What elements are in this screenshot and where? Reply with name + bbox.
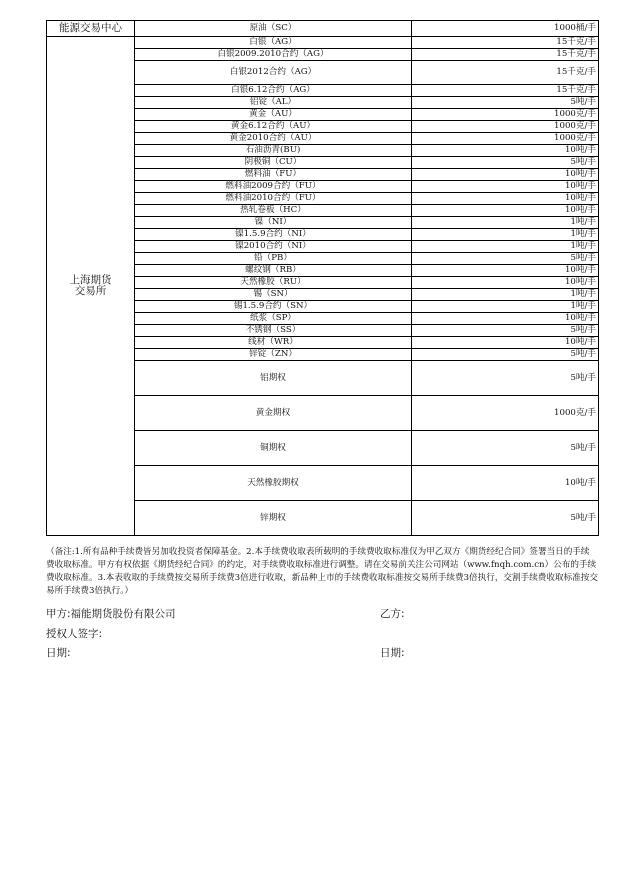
contract-unit: 5吨/手 [412, 349, 599, 361]
product-name: 燃料油（FU） [135, 169, 412, 181]
contract-unit: 10吨/手 [412, 337, 599, 349]
contract-unit: 10吨/手 [412, 265, 599, 277]
product-name: 铅（PB） [135, 253, 412, 265]
contract-unit: 1000桶/手 [412, 21, 599, 37]
contract-unit: 1吨/手 [412, 301, 599, 313]
option-product-name: 铝期权 [135, 361, 412, 396]
contract-unit: 1吨/手 [412, 217, 599, 229]
option-product-name: 锌期权 [135, 501, 412, 536]
option-product-name: 黄金期权 [135, 396, 412, 431]
exchange-name: 能源交易中心 [47, 21, 135, 37]
table-row [47, 21, 599, 37]
date-b-label: 日期: [380, 647, 405, 659]
product-name: 镍1.5.9合约（NI） [135, 229, 412, 241]
contract-unit: 15千克/手 [412, 49, 599, 61]
contract-unit: 10吨/手 [412, 169, 599, 181]
product-name: 燃料油2010合约（FU） [135, 193, 412, 205]
contract-unit: 5吨/手 [412, 157, 599, 169]
contract-unit: 1000克/手 [412, 121, 599, 133]
contract-unit: 10吨/手 [412, 205, 599, 217]
contract-unit: 10吨/手 [412, 277, 599, 289]
product-name: 热轧卷板（HC） [135, 205, 412, 217]
product-name: 螺纹钢（RB） [135, 265, 412, 277]
contract-unit: 1吨/手 [412, 229, 599, 241]
product-name: 镍（NI） [135, 217, 412, 229]
date-a-label: 日期: [46, 647, 71, 659]
product-name: 燃料油2009合约（FU） [135, 181, 412, 193]
product-name: 锡1.5.9合约（SN） [135, 301, 412, 313]
party-b-label: 乙方: [380, 608, 405, 620]
contract-unit: 5吨/手 [412, 431, 599, 466]
contract-unit: 5吨/手 [412, 97, 599, 109]
contract-unit: 10吨/手 [412, 313, 599, 325]
contract-unit: 15千克/手 [412, 61, 599, 85]
product-name: 线材（WR） [135, 337, 412, 349]
contract-unit: 1吨/手 [412, 241, 599, 253]
product-name: 天然橡胶（RU） [135, 277, 412, 289]
product-name: 白银6.12合约（AG） [135, 85, 412, 97]
contract-unit: 10吨/手 [412, 181, 599, 193]
product-name: 白银（AG） [135, 37, 412, 49]
product-name: 白银2012合约（AG） [135, 61, 412, 85]
product-name: 黄金2010合约（AU） [135, 133, 412, 145]
fee-table [46, 20, 599, 536]
contract-unit: 10吨/手 [412, 145, 599, 157]
contract-unit: 10吨/手 [412, 193, 599, 205]
product-name: 纸浆（SP） [135, 313, 412, 325]
product-name: 黄金（AU） [135, 109, 412, 121]
contract-unit: 1吨/手 [412, 289, 599, 301]
product-name: 阴极铜（CU） [135, 157, 412, 169]
product-name: 锡（SN） [135, 289, 412, 301]
exchange-name [47, 37, 135, 536]
product-name: 原油（SC） [135, 21, 412, 37]
contract-unit: 1000克/手 [412, 133, 599, 145]
product-name: 石油沥青(BU) [135, 145, 412, 157]
exchange-name-line: 上海期货 [69, 274, 112, 286]
table-row [47, 37, 599, 49]
product-name: 镍2010合约（NI） [135, 241, 412, 253]
product-name: 锌锭（ZN） [135, 349, 412, 361]
product-name: 铝锭（AL） [135, 97, 412, 109]
exchange-name-line: 交易所 [74, 285, 107, 297]
contract-unit: 10吨/手 [412, 466, 599, 501]
remarks-note: （备注:1.所有品种手续费皆另加收投资者保障基金。2.本手续费收取表所载明的手续费收取标准仅为甲乙双方《期货经纪合同》签署当日的手续费收取标准。甲方有权依据《期货经纪合同》的约定，对手续费收取标准进行调整。请在交易前关注公司网站（www.fnqh.com.cn）公布的手续费收取标准。3.本表收取的手续费按交易所手续费3倍进行收取，新品种上市的手续费收取标准按交易所手续费3倍执行，交割手续费收取标准按交易所手续费3倍执行。） [46, 547, 598, 596]
contract-unit: 15千克/手 [412, 37, 599, 49]
product-name: 黄金6.12合约（AU） [135, 121, 412, 133]
option-product-name: 铜期权 [135, 431, 412, 466]
contract-unit: 5吨/手 [412, 325, 599, 337]
option-product-name: 天然橡胶期权 [135, 466, 412, 501]
contract-unit: 5吨/手 [412, 253, 599, 265]
party-a-label: 甲方:福能期货股份有限公司 [46, 608, 176, 620]
contract-unit: 5吨/手 [412, 361, 599, 396]
product-name: 不锈钢（SS） [135, 325, 412, 337]
authorized-signature-label: 授权人签字: [46, 628, 103, 640]
contract-unit: 1000克/手 [412, 109, 599, 121]
contract-unit: 1000克/手 [412, 396, 599, 431]
contract-unit: 15千克/手 [412, 85, 599, 97]
product-name: 白银2009.2010合约（AG） [135, 49, 412, 61]
contract-unit: 5吨/手 [412, 501, 599, 536]
